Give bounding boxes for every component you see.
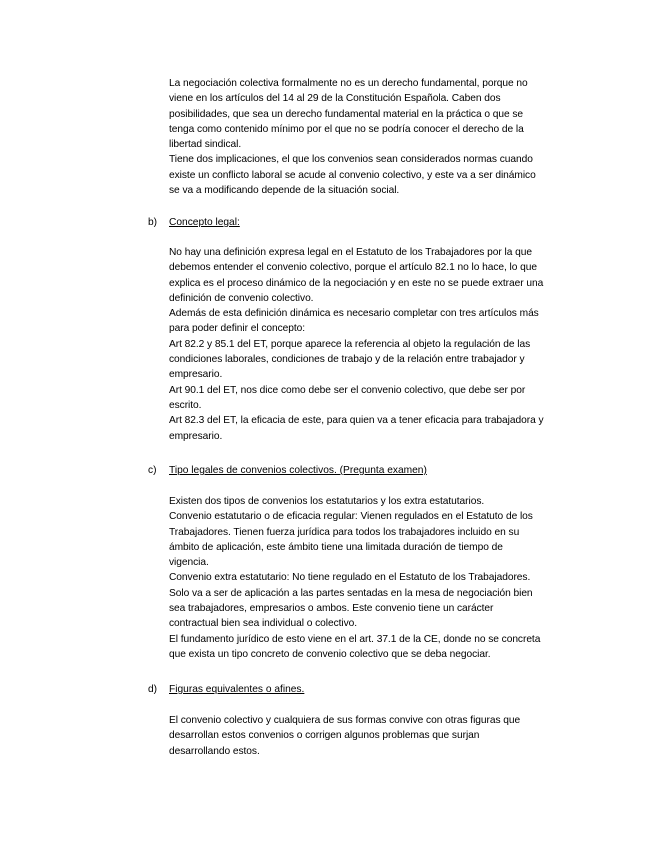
text-line: Existen dos tipos de convenios los estatutarios y los extra estatutarios.: [169, 496, 485, 507]
section-title: Figuras equivalentes o afines.: [169, 684, 305, 695]
text-line: Convenio extra estatutario: No tiene regulado en el Estatuto de los Trabajadores.: [169, 572, 531, 584]
section-heading-d: [148, 682, 304, 697]
text-line: Art 82.2 y 85.1 del ET, porque aparece la referencia al objeto la regulación de las: [169, 338, 531, 350]
section-b-body: [169, 245, 569, 444]
text-line: libertad sindical.: [169, 139, 242, 151]
text-line: empresario.: [169, 430, 223, 442]
text-line: sea trabajadores, empresarios o ambos. Este convenio tiene un carácter: [169, 603, 494, 615]
text-line: ámbito de aplicación, este ámbito tiene una limitada duración de tiempo de: [169, 541, 503, 553]
section-c-body: [169, 494, 569, 662]
text-line: contractual bien sea individual o colectivo.: [169, 618, 358, 630]
text-line: escrito.: [169, 399, 202, 411]
text-line: para poder definir el concepto:: [169, 323, 306, 335]
text-line: explica es el proceso dinámico de la negociación y en este no se puede extraer una: [169, 277, 544, 289]
text-line: Convenio estatutario o de eficacia regular: Vienen regulados en el Estatuto de los: [169, 511, 533, 523]
text-line: Trabajadores. Tienen fuerza jurídica para todos los trabajadores incluido en su: [169, 526, 520, 538]
text-line: vigencia.: [169, 557, 209, 569]
section-title: Tipo legales de convenios colectivos. (Pregunta examen): [169, 465, 427, 476]
text-line: posibilidades, que sea un derecho fundamental material en la práctica o que se: [169, 108, 524, 120]
text-line: viene en los artículos del 14 al 29 de la Constitución Española. Caben dos: [169, 93, 501, 105]
text-line: tenga como contenido mínimo por el que no se podría conocer el derecho de la: [169, 123, 524, 135]
text-line: desarrollando estos.: [169, 745, 260, 757]
text-line: Solo va a ser de aplicación a las partes sentadas en la mesa de negociación bien: [169, 587, 533, 599]
section-d-body: [169, 713, 569, 759]
text-line: existe un conflicto laboral se acude al convenio colectivo, y este va a ser dinámico: [169, 169, 536, 181]
text-line: Tiene dos implicaciones, el que los convenios sean considerados normas cuando: [169, 154, 533, 166]
text-line: Art 82.3 del ET, la eficacia de este, para quien va a tener eficacia para trabajadora y: [169, 415, 544, 427]
intro-paragraph: [169, 76, 569, 198]
text-line: La negociación colectiva formalmente no es un derecho fundamental, porque no: [169, 78, 528, 89]
section-heading-b: [148, 215, 240, 230]
text-line: Art 90.1 del ET, nos dice como debe ser el convenio colectivo, que debe ser por: [169, 384, 526, 396]
text-line: empresario.: [169, 369, 223, 381]
text-line: No hay una definición expresa legal en el Estatuto de los Trabajadores por la que: [169, 247, 532, 258]
text-line: El fundamento jurídico de esto viene en el art. 37.1 de la CE, donde no se concreta: [169, 633, 541, 645]
section-title: Concepto legal:: [169, 217, 240, 228]
text-line: debemos entender el convenio colectivo, porque el artículo 82.1 no lo hace, lo que: [169, 262, 537, 274]
text-line: desarrollan estos convenios o corrigen algunos problemas que surjan: [169, 730, 480, 742]
text-line: El convenio colectivo y cualquiera de sus formas convive con otras figuras que: [169, 715, 521, 726]
text-line: se va a modificando depende de la situación social.: [169, 185, 400, 197]
section-heading-c: [148, 463, 427, 478]
section-letter: b): [148, 217, 158, 228]
text-line: definición de convenio colectivo.: [169, 292, 314, 304]
section-letter: c): [148, 465, 157, 476]
text-line: Además de esta definición dinámica es necesario completar con tres artículos más: [169, 308, 539, 320]
text-line: que exista un tipo concreto de convenio colectivo que se deba negociar.: [169, 648, 491, 660]
section-letter: d): [148, 684, 158, 695]
text-line: condiciones laborales, condiciones de trabajo y de la relación entre trabajador y: [169, 354, 525, 366]
